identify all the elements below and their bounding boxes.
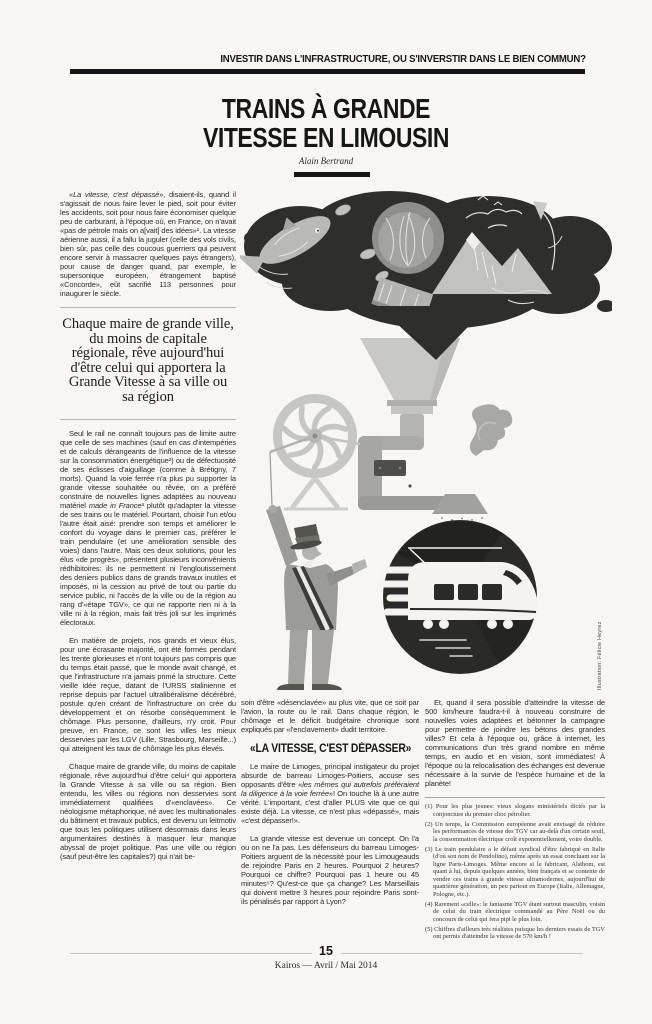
kicker-rule xyxy=(70,69,585,74)
spinning-wheel xyxy=(269,394,361,513)
page-number: 15 xyxy=(319,944,333,958)
body-paragraph: Seul le rail ne connaît toujours pas de limite autre que celle de ses machines (sauf en cas d'intempéries et de calculs dérangeants de l'influence de la vitesse sur la consommation énergétique²) ou de défectuosité de ses éclisses d'aiguillage (comme à Brétigny, 7 morts). Quand la voie ferrée n'a plus pu supporter la grande vitesse souhaitée ou rêvée, on a préféré construire de nouvelles lignes adaptées au nouveau matériel made in France³ plutôt qu'adapter la vitesse de ses trains ou le matériel. Pourtant, choisir l'un et/ou l'autre était aisé: prendre son temps et améliorer le confort du voyage dans le premier cas, préférer le train pendulaire (et une amélioration sensible des voies) dans l'autre. Mais ces deux solutions, pour les élus «de progrès», présentent plusieurs inconvénients rédhibitoires: ils ne permettent ni l'engloutissement des deniers publics dans de grands travaux inutiles et imposés, ni la cession au privé de tout ou partie du service public, ni l'accès de la ville ou de la région au rang d'«étape TGV», ce qui ne rapporte rien ni à la ville ni à la région, mais fait très joli sur les imprimés électoraux. xyxy=(60,429,236,627)
body-paragraph: «La vitesse, c'est dépassé», disaient-ils, quand il s'agissait de nous faire lever le pied, soit pour éviter les accidents, soit pour nous faire économiser quelque peu de carburant, à l'époque où, en France, on n'avait «pas de pétrole mais on a[vait] des idées»¹. La vitesse aérienne aussi, il a fallu la juguler (celle des vols civils, bien sûr, pas celle des coucous guerriers qui peuvent encore servir à massacrer quelques pays étrangers), pour cause de danger quand, par exemple, le supersonique européen, étrangement baptisé «Concorde», eût sacrifié 113 personnes pour inaugurer le siècle. xyxy=(60,190,236,298)
body-paragraph: Et, quand il sera possible d'atteindre la vitesse de 500 km/heure faudra-t-il à nouveau construire de nouvelles voies adaptées et bétonner la campagne pour permettre de joindre les bétons des grandes villes? Et cela à l'époque ou, grâce à internet, les communications d'un très grand nombre en même temps, en audio et en vision, sont immédiates! À l'époque ou la relocalisation des échanges est devenue nécessaire à la survie de l'espèce humaine et de la planète! xyxy=(425,698,605,788)
cabbage xyxy=(372,202,444,274)
quote-rule-bottom xyxy=(60,419,236,420)
body-paragraph: En matière de projets, nos grands et vieux élus, pour une écrasante majorité, ont été formés pendant les trente glorieuses et n'ont toujours pas compris que du temps était passé, que le monde avait changé, et que l'infrastructure n'a jamais primé la structure. Cette vieille idée reçue, datant de l'URSS stalinienne et reprise depuis par l'actuel ultralibéralisme décérébré, postule qu'en créant de l'infrastructure on crée du développement et on résorbe conséquemment le chômage. Plus personne, d'ailleurs, n'y croit. Pour preuve, en France, ce sont les villes les mieux desservies par les LGV (Lille, Strasbourg, Marseille...) qui atteignent les taux de chômage les plus élevés. xyxy=(60,636,236,753)
mayor-figure xyxy=(266,505,367,690)
illustration-credit: Illustration: Félicie Heyrez xyxy=(597,621,603,690)
right-column xyxy=(425,698,605,943)
footnote: (5) Chiffres d'ailleurs très réalistes puisque les derniers essais de TGV ont permis d'atteindre la vitesse de 570 km/h ! xyxy=(425,925,605,940)
article-title xyxy=(91,95,560,152)
funnel xyxy=(360,306,488,414)
title-rule xyxy=(294,172,370,177)
footnote-rule xyxy=(425,797,605,798)
train-circle xyxy=(382,520,538,674)
pull-cord xyxy=(270,452,272,506)
footnote: (4) Rarement «celle»: le fantasme TGV étant surtout masculin, voisin de celui du train électrique commandé au Père Noël ou du concours de celui qui fera pipi le plus loin. xyxy=(425,900,605,923)
section-subhead: «LA VITESSE, C'EST DÉPASSER» xyxy=(249,743,412,755)
kicker-headline: INVESTIR DANS L'INFRASTRUCTURE, OU S'INVERSTIR DANS LE BIEN COMMUN? xyxy=(220,54,586,65)
body-paragraph: soin d'être «désenclavée» au plus vite, que ce soit par l'avion, la route ou le rail. Dans chaque région, le chômage et le déficit budgétaire chronique sont expliqués par «l'enclavement» dudit territoire. xyxy=(241,698,419,734)
pull-quote: Chaque maire de grande ville, du moins de capitale régionale, rêve aujourd'hui d'être celui qui apportera la Grande Vitesse à sa ville ou sa région xyxy=(62,316,234,405)
left-column xyxy=(60,190,236,870)
train-windows xyxy=(434,584,502,600)
footnotes xyxy=(425,803,605,941)
article-title-line2: VITESSE EN LIMOUSIN xyxy=(202,121,450,153)
middle-column xyxy=(241,698,419,915)
footnote: (3) Le train pendulaire a le défaut syndical d'être fabriqué en Italie (d'où son nom de Pendolino), même après un essai concluant sur la ligne Paris-Limoges. Même encore si le fabricant, Alsthom, est quant à lui, depuis quelques années, bien français et se contente de vendre ces trains à grande vitesse ultramodernes, aujourd'hui de quatrième génération, un peu partout en Europe (Italie, Allemagne, Pologne, etc.). xyxy=(425,845,605,898)
smoke xyxy=(470,404,513,456)
train-machine-illustration xyxy=(240,188,612,692)
footnote: (2) Un temps, la Commission européenne avait envisagé de réduire les performances de vitesse des TGV car au-delà d'un certain seuil, la consommation électrique croît exponentiellement, voire double. xyxy=(425,820,605,843)
author-byline: Alain Bertrand xyxy=(298,156,354,166)
journal-issue-line: Kairos — Avril / Mai 2014 xyxy=(274,961,378,971)
article-title-line1: TRAINS À GRANDE xyxy=(221,93,431,124)
extended-hand xyxy=(352,559,367,574)
body-paragraph: Le maire de Limoges, principal instigateur du projet absurde de barreau Limoges-Poitiers, accuse ses opposants d'être «les mêmes qui autrefois préféraient la diligence à la voie ferrée»! On touche là à une autre vérité. L'important, c'est d'aller PLUS vite que ce qui existe déjà. La vitesse, ce n'est plus «dépassé», mais «c'est dépasser!». xyxy=(241,762,419,825)
body-paragraph: Chaque maire de grande ville, du moins de capitale régionale, rêve aujourd'hui d'être celui⁴ qui apportera la Grande Vitesse à sa ville ou sa région. Bien entendu, les villes ou régions non desservies sont immédiatement qualifiées d'«enclavées». Ce néologisme métaphorique, né avec les multinationales du bâtiment et travaux publics, est devenu un leitmotiv que tous les politiques utilisent désormais dans leurs argumentaires destinés à masquer leur manque abyssal de projet politique. Pas une ville ou région (sauf peut-être les capitales?) qui n'ait be- xyxy=(60,762,236,861)
pipes xyxy=(358,414,488,521)
footnote: (1) Pour les plus jeunes: vieux slogans ministériels dictés par la conjoncture du premier choc pétrolier. xyxy=(425,803,605,818)
valve xyxy=(374,460,406,476)
body-paragraph: La grande vitesse est devenue un concept. On l'a ou on ne l'a pas. Les défenseurs du barreau Limoges-Poitiers arguent de la nécessité pour les Limougeauds de rejoindre Paris en 2 heures. Pourquoi 2 heures? Pourquoi ce chiffre? Pourquoi pas 1 heure ou 45 minutes⁵? Qu'est-ce que ça change? Les Marseillais qui doivent mettre 3 heures pour rejoindre Paris sont-ils pénalisés par rapport à Lyon? xyxy=(241,834,419,906)
footer-rule-right xyxy=(341,953,583,954)
